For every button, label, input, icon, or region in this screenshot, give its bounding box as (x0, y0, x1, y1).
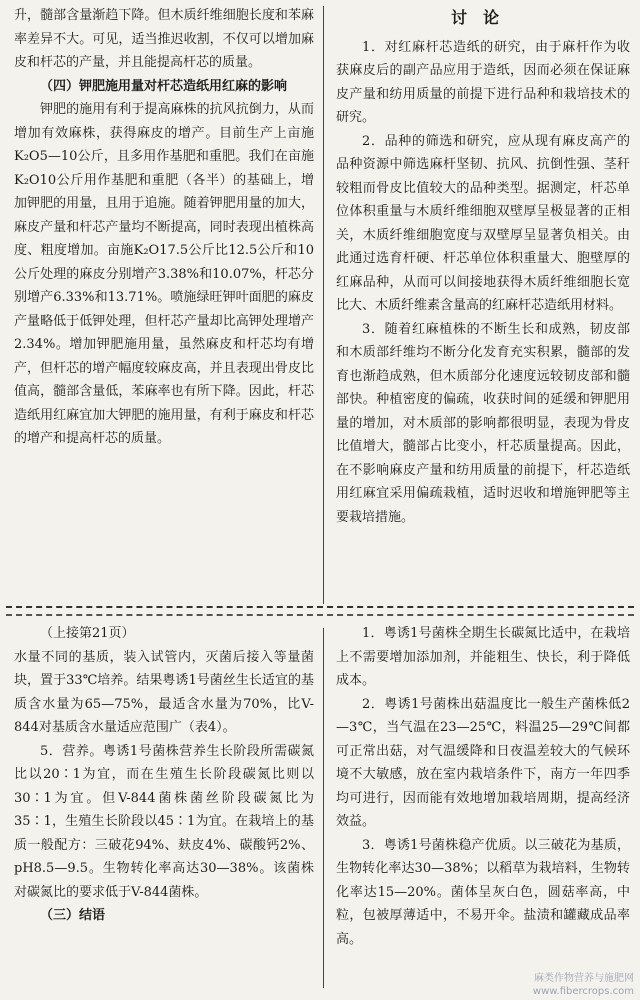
discussion-point-2: 2．品种的筛选和研究，应从现有麻皮高产的品种资源中筛选麻杆坚韧、抗风、抗倒性强、茎秆较粗而骨皮比值较大的品种类型。据测定，杆芯单位体积重量与木质纤维细胞双壁厚呈极显著的正相关，木质纤维细胞宽度与双壁厚呈显著负相关。由此通过选育杆硬、杆芯单位体积重量大、胞壁厚的红麻品种，从而可以间接地获得木质纤维细胞长宽比大、木质纤维素含量高的红麻杆芯造纸用材料。 (336, 133, 630, 313)
watermark-title: 麻类作物营养与施肥网 (534, 973, 634, 984)
conclusion-point-3: 3．粤诱1号菌株稳产优质。以三破花为基质，生物转化率达30—38%；以稻草为栽培料，生物转化率达15—20%。菌体呈灰白色，圆菇率高，中粒，包被厚薄适中，不易开伞。盐渍和罐藏成品率高。 (336, 837, 630, 947)
discussion-title: 讨论 (450, 8, 515, 27)
paragraph-continued: 升，髓部含量渐趋下降。但木质纤维细胞长度和苯麻率差异不大。可见，适当推迟收割，不仅可以增加麻皮和杆芯的产量，并且能提高杆芯的质量。 (14, 8, 314, 70)
site-watermark (533, 972, 634, 998)
discussion-point-1: 1．对红麻杆芯造纸的研究，由于麻杆作为收获麻皮后的副产品应用于造纸，因而必须在保证麻皮产量和纺用质量的前提下进行品种和栽培技术的研究。 (336, 39, 630, 125)
conclusion-heading: （三）结语 (40, 908, 106, 923)
continued-from-note: （上接第21页） (40, 626, 135, 641)
bottom-left-column (14, 622, 314, 928)
bottom-right-column (336, 622, 630, 951)
paragraph-moisture: 水量不同的基质，装入试管内，灭菌后接入等量菌块，置于33℃培养。结果粤诱1号菌丝生长适宜的基质含水量为65—75%，最适含水量为70%，比V-844对基质含水量适应范围广（表4）。 (14, 649, 314, 735)
conclusion-point-2: 2．粤诱1号菌株出菇温度比一般生产菌株低2—3℃，当气温在23—25℃，料温25—29℃间都可正常出菇，对气温缓降和日夜温差较大的气候环境不大敏感，放在室内栽培条件下，南方一年四季均可进行，因而能有效地增加栽培周期，提高经济效益。 (336, 696, 630, 829)
column-divider-bottom (323, 628, 324, 988)
paragraph-potassium: 钾肥的施用有利于提高麻株的抗风抗倒力，从而增加有效麻株，获得麻皮的增产。目前生产上亩施K₂O5—10公斤，且多用作基肥和重肥。我们在亩施K₂O10公斤用作基肥和重肥（各半）的基础上，增加钾肥的用量，且用于追施。随着钾肥用量的加大，麻皮产量和杆芯产量均不断提高，同时表现出植株高度、粗度增加。亩施K₂O17.5公斤比12.5公斤和10公斤处理的麻皮分别增产3.38%和10.07%，杆芯分别增产6.33%和13.71%。喷施绿旺钾叶面肥的麻皮产量略低于低钾处理，但杆芯产量却比高钾处理增产2.34%。增加钾肥施用量，虽然麻皮和杆芯均有增产，但杆芯的增产幅度较麻皮高，并且表现出骨皮比值高，髓部含量低，苯麻率也有所下降。因此，杆芯造纸用红麻宜加大钾肥的施用量，有利于麻皮和杆芯的增产和提高杆芯的质量。 (14, 102, 314, 446)
column-divider-top (323, 6, 324, 604)
conclusion-point-1: 1．粤诱1号菌株全期生长碳氮比适中，在栽培上不需要增加添加剂，并能粗生、快长，利于降低成本。 (336, 626, 630, 688)
top-left-column (14, 4, 314, 451)
watermark-url: www.fibercrops.com (532, 986, 634, 997)
top-right-column (336, 4, 630, 529)
section-heading-potassium: （四）钾肥施用量对杆芯造纸用红麻的影响 (40, 78, 288, 94)
paragraph-nutrition: 5．营养。粤诱1号菌株营养生长阶段所需碳氮比以20∶1为宜，而在生殖生长阶段碳氮比则以30∶1为宜。但V-844菌株菌丝阶段碳氮比为35∶1，生殖生长阶段以45∶1为宜。在栽培上的基质一般配方：三破花94%、麸皮4%、碳酸钙2%、pH8.5—9.5。生物转化率高达30—38%。该菌株对碳氮比的要求低于V-844菌株。 (14, 743, 314, 900)
discussion-point-3: 3．随着红麻植株的不断生长和成熟，韧皮部和木质部纤维均不断分化发育充实积累，髓部的发育也渐趋成熟，但木质部分化速度远较韧皮部和髓部快。种植密度的偏疏，收获时间的延缓和钾肥用量的增加，对木质部的影响都很明显，表现为骨皮比值增大，髓部占比变小，杆芯质量提高。因此，在不影响麻皮产量和纺用质量的前提下，杆芯造纸用红麻宜采用偏疏栽植，适时迟收和增施钾肥等主要栽培措施。 (336, 321, 630, 525)
article-divider (6, 606, 634, 616)
